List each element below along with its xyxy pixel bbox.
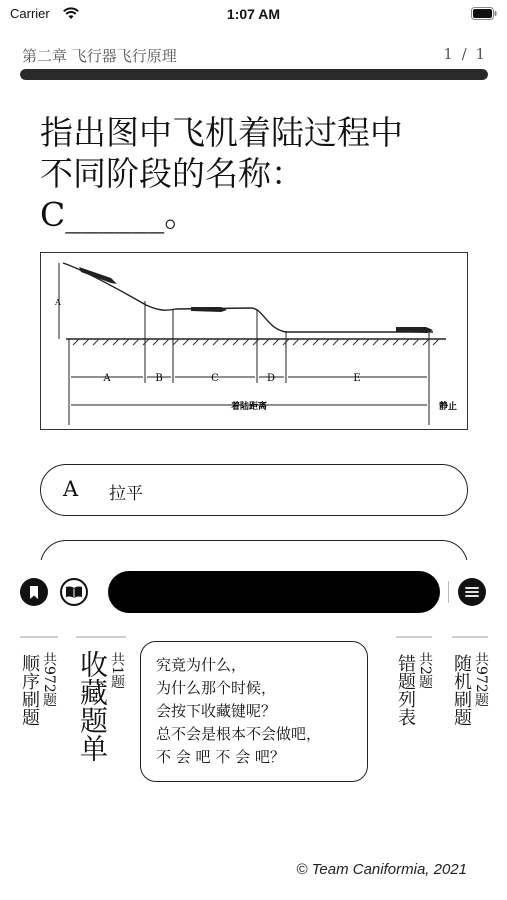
- battery-icon: [471, 7, 497, 20]
- menu-list-icon: [458, 578, 486, 606]
- option-letter: A: [63, 477, 79, 501]
- category-title: 顺序刷题: [19, 654, 40, 726]
- category-count: 共1题: [109, 652, 125, 689]
- landing-diagram-svg: [41, 253, 469, 431]
- question-line: C______。: [40, 195, 198, 234]
- menu-button[interactable]: [458, 578, 486, 606]
- category-count: 共972题: [41, 652, 57, 707]
- bubble-line: 为什么那个时候，: [156, 679, 277, 697]
- segment-label: E: [353, 373, 361, 384]
- category-divider: [20, 636, 58, 638]
- landing-diagram: [40, 252, 468, 430]
- progress-bar: [20, 69, 488, 80]
- carrier-label: Carrier: [10, 6, 50, 21]
- height-label: A: [55, 298, 61, 307]
- bubble-line: 不 会 吧 不 会 吧？: [156, 748, 285, 766]
- category-divider: [452, 636, 488, 638]
- bubble-line: 总不会是根本不会做吧，: [156, 725, 322, 743]
- footer-credit: © Team Caniformia, 2021: [296, 861, 467, 878]
- question-line: 不同阶段的名称：: [40, 154, 304, 193]
- progress-fill: [20, 69, 488, 80]
- category-count: 共972题: [473, 652, 489, 707]
- category-title: 随机刷题: [451, 654, 472, 726]
- speech-bubble: [140, 641, 368, 782]
- page-indicator: 1 / 1: [443, 45, 487, 63]
- option-a[interactable]: [40, 464, 468, 516]
- book-open-icon: [62, 580, 86, 604]
- category-divider: [76, 636, 126, 638]
- segment-label: B: [155, 373, 163, 384]
- divider: [448, 581, 449, 603]
- status-bar: [0, 0, 507, 30]
- category-title: 错题列表: [395, 654, 416, 726]
- option-text: 拉平: [109, 484, 143, 504]
- bookmark-icon: [20, 578, 48, 606]
- question-text: [40, 112, 470, 235]
- category-divider: [396, 636, 432, 638]
- segment-label: C: [211, 373, 219, 384]
- category-title: 收藏题单: [76, 650, 109, 762]
- segment-label: A: [103, 373, 111, 384]
- question-line: 指出图中飞机着陆过程中: [40, 113, 403, 152]
- bubble-line: 究竟为什么，: [156, 656, 247, 674]
- chapter-title: 第二章 飞行器飞行原理: [22, 47, 177, 65]
- book-button[interactable]: [60, 578, 88, 606]
- segment-label: D: [266, 373, 276, 384]
- bubble-line: 会按下收藏键呢？: [156, 702, 277, 720]
- bookmark-button[interactable]: [20, 578, 48, 606]
- category-count: 共2题: [417, 652, 433, 689]
- stop-label: 静止: [439, 402, 458, 412]
- distance-label: 着陆距离: [230, 402, 268, 412]
- action-pill-button[interactable]: [108, 571, 440, 613]
- status-time: 1:07 AM: [226, 6, 281, 22]
